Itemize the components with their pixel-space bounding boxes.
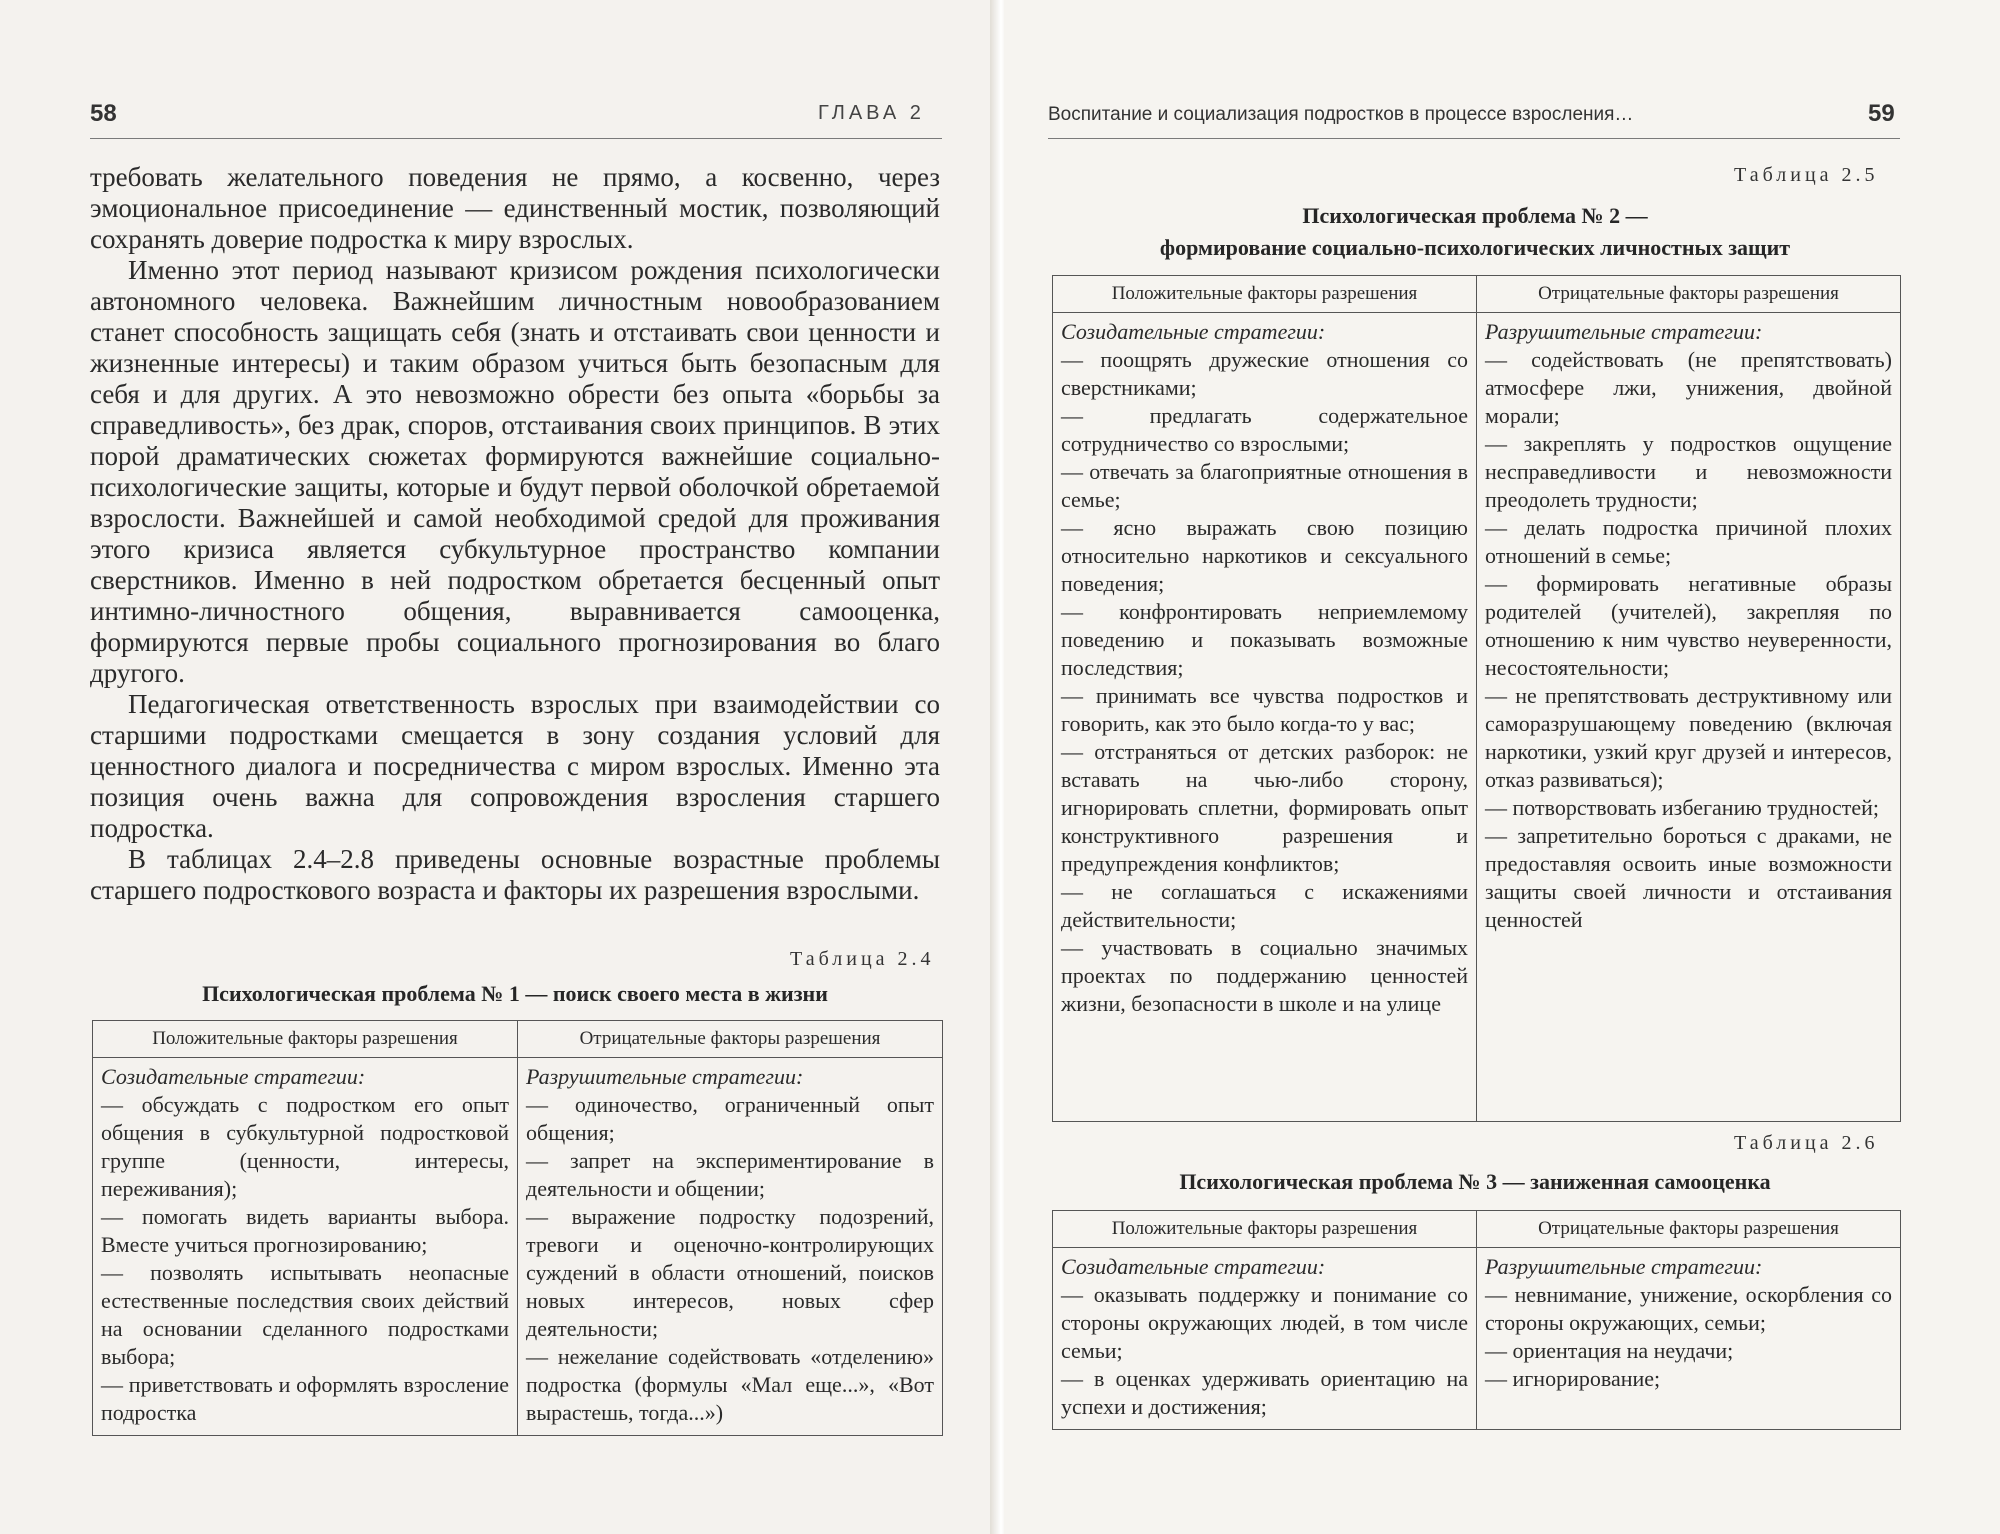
paragraph: Именно этот период называют кризисом рождения психологически автономного человека. Важнейшим личностным новообразованием станет способность защищать себя (знать и отстаивать свои ценности и жизненные интересы) и таким образом учиться быть безопасным для себя и для других. А это невозможно обрести без опыта «борьбы за справедливость», без драк, споров, отстаивания своих принципов. В этих порой драматических сюжетах формируются важнейшие социально-психологические защиты, которые и будут первой оболочкой обретаемой взрослости. Важнейшей и самой необходимой средой для проживания этого кризиса является субкультурное пространство компании сверстников. Именно в ней подростком обретается бесценный опыт интимно-личностного общения, выравнивается самооценка, формируются первые пробы социального прогнозирования во благо другого.: [90, 255, 940, 688]
list-item: — в оценках удерживать ориентацию на успехи и достижения;: [1061, 1366, 1468, 1419]
table-label: Таблица 2.4: [790, 948, 935, 970]
table-title-line: Психологическая проблема № 2 —: [1302, 203, 1648, 228]
table-label: Таблица 2.5: [1734, 164, 1879, 186]
table-cell: [1053, 313, 1477, 1122]
table-label: Таблица 2.6: [1734, 1132, 1879, 1154]
table-cell: [93, 1058, 518, 1436]
list-item: — помогать видеть варианты выбора. Вместе учиться прогнозированию;: [101, 1204, 509, 1257]
column-header: Отрицательные факторы разрешения: [1477, 1211, 1901, 1248]
list-item: — закреплять у подростков ощущение несправедливости и невозможности преодолеть трудности;: [1485, 431, 1892, 512]
list-item: — принимать все чувства подростков и говорить, как это было когда-то у вас;: [1061, 683, 1468, 736]
list-item: — конфронтировать неприемлемому поведению и показывать возможные последствия;: [1061, 599, 1468, 680]
cell-heading: Разрушительные стратегии:: [1485, 1254, 1763, 1279]
list-item: — игнорирование;: [1485, 1366, 1661, 1391]
table-cell: [1477, 1248, 1901, 1430]
list-item: — приветствовать и оформлять взросление подростка: [101, 1372, 509, 1425]
list-item: — позволять испытывать неопасные естественные последствия своих действий на основании сделанного подростками выбора;: [101, 1260, 509, 1369]
paragraph: Педагогическая ответственность взрослых при взаимодействии со старшими подростками смещается в зону создания условий для ценностного диалога и посредничества с миром взрослых. Именно эта позиция очень важна для сопровождения взросления старшего подростка.: [90, 689, 940, 843]
list-item: — не соглашаться с искажениями действительности;: [1061, 879, 1468, 932]
cell-heading: Созидательные стратегии:: [101, 1064, 366, 1089]
column-header: Отрицательные факторы разрешения: [518, 1021, 943, 1058]
running-head: ГЛАВА 2: [818, 102, 925, 124]
table-2-6: [1052, 1210, 1901, 1430]
column-header: Отрицательные факторы разрешения: [1477, 276, 1901, 313]
list-item: — ориентация на неудачи;: [1485, 1338, 1734, 1363]
table-cell: [518, 1058, 943, 1436]
list-item: — делать подростка причиной плохих отношений в семье;: [1485, 515, 1892, 568]
list-item: — одиночество, ограниченный опыт общения;: [526, 1092, 934, 1145]
list-item: — потворствовать избеганию трудностей;: [1485, 795, 1880, 820]
list-item: — отвечать за благоприятные отношения в семье;: [1061, 459, 1468, 512]
list-item: — поощрять дружеские отношения со сверстниками;: [1061, 347, 1468, 400]
list-item: — не препятствовать деструктивному или саморазрушающему поведению (включая наркотики, узкий круг друзей и интересов, отказ развиваться);: [1485, 683, 1892, 792]
column-header: Положительные факторы разрешения: [93, 1021, 518, 1058]
paragraph: требовать желательного поведения не прямо, а косвенно, через эмоциональное присоединение — единственный мостик, позволяющий сохранять доверие подростка к миру взрослых.: [90, 162, 940, 254]
cell-heading: Разрушительные стратегии:: [526, 1064, 804, 1089]
column-header: Положительные факторы разрешения: [1053, 1211, 1477, 1248]
cell-heading: Разрушительные стратегии:: [1485, 319, 1763, 344]
right-page: [1004, 0, 2000, 1534]
header-rule: [90, 138, 942, 139]
list-item: — формировать негативные образы родителей (учителей), закрепляя по отношению к ним чувство неуверенности, несостоятельности;: [1485, 571, 1892, 680]
table-cell: [1477, 313, 1901, 1122]
list-item: — нежелание содействовать «отделению» подростка (формулы «Мал еще...», «Вот вырастешь, тогда...»): [526, 1344, 934, 1425]
running-head: Воспитание и социализация подростков в процессе взросления…: [1048, 104, 1634, 125]
table-title: Психологическая проблема № 1 — поиск своего места в жизни: [202, 981, 828, 1006]
cell-heading: Созидательные стратегии:: [1061, 1254, 1326, 1279]
list-item: — обсуждать с подростком его опыт общения в субкультурной подростковой группе (ценности, интересы, переживания);: [101, 1092, 509, 1201]
page-number: 59: [1868, 100, 1895, 127]
list-item: — оказывать поддержку и понимание со стороны окружающих людей, в том числе семьи;: [1061, 1282, 1468, 1363]
body-text: [90, 162, 940, 906]
table-title: Психологическая проблема № 3 — заниженная самооценка: [1179, 1169, 1771, 1194]
list-item: — невнимание, унижение, оскорбления со стороны окружающих, семьи;: [1485, 1282, 1892, 1335]
table-2-5: [1052, 275, 1901, 1122]
table-title: [1050, 200, 1900, 264]
table-cell: [1053, 1248, 1477, 1430]
page-number: 58: [90, 100, 117, 127]
list-item: — запрет на экспериментирование в деятельности и общении;: [526, 1148, 934, 1201]
list-item: — участвовать в социально значимых проектах по поддержанию ценностей жизни, безопасности в школе и на улице: [1061, 935, 1468, 1016]
list-item: — выражение подростку подозрений, тревоги и оценочно-контролирующих суждений в области отношений, поисков новых интересов, новых сфер деятельности;: [526, 1204, 934, 1341]
list-item: — ясно выражать свою позицию относительно наркотиков и сексуального поведения;: [1061, 515, 1468, 596]
list-item: — предлагать содержательное сотрудничество со взрослыми;: [1061, 403, 1468, 456]
list-item: — отстраняться от детских разборок: не вставать на чью-либо сторону, игнорировать сплетни, формировать опыт конструктивного разрешения и предупреждения конфликтов;: [1061, 739, 1468, 876]
header-rule: [1048, 138, 1900, 139]
paragraph: В таблицах 2.4–2.8 приведены основные возрастные проблемы старшего подросткового возраста и факторы их разрешения взрослыми.: [90, 844, 940, 905]
list-item: — запретительно бороться с драками, не предоставляя освоить иные возможности защиты своей личности и отстаивания ценностей: [1485, 823, 1892, 932]
table-2-4: [92, 1020, 943, 1436]
column-header: Положительные факторы разрешения: [1053, 276, 1477, 313]
table-title-line: формирование социально-психологических личностных защит: [1159, 235, 1791, 260]
cell-heading: Созидательные стратегии:: [1061, 319, 1326, 344]
list-item: — содействовать (не препятствовать) атмосфере лжи, унижения, двойной морали;: [1485, 347, 1892, 428]
left-page: [0, 0, 996, 1534]
